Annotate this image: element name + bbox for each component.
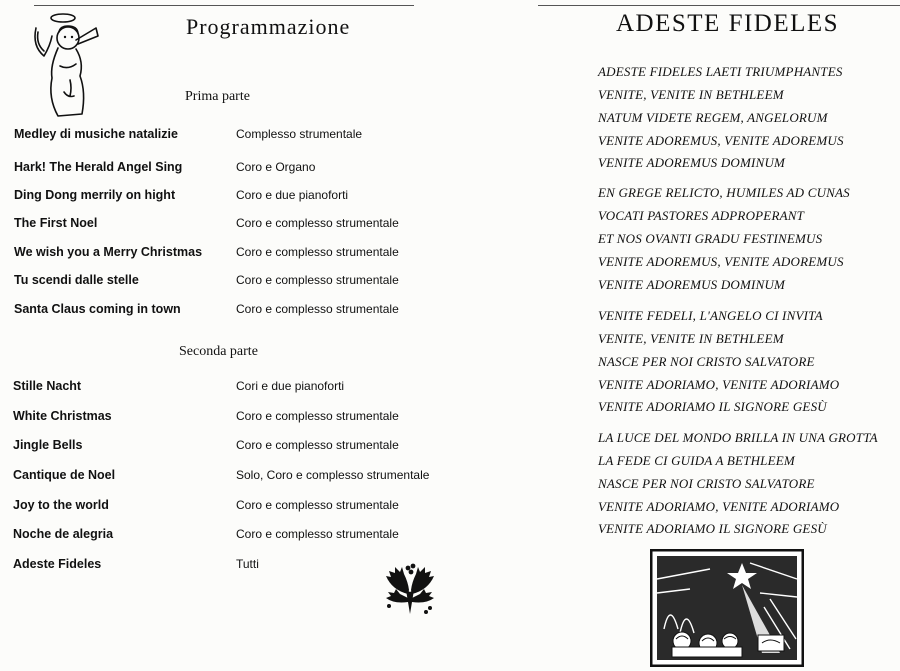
program-row: [0, 302, 450, 322]
verse-line: VENITE ADOREMUS, VENITE ADOREMUS: [598, 254, 844, 269]
verse-line: VENITE ADOREMUS, VENITE ADOREMUS: [598, 133, 844, 148]
piece-title: White Christmas: [13, 409, 112, 423]
top-rule: [538, 5, 900, 6]
piece-title: Joy to the world: [13, 498, 109, 512]
verse-line: VENITE ADOREMUS DOMINUM: [598, 277, 786, 292]
hymn-page: [450, 0, 900, 671]
verse-line: VENITE, VENITE IN BETHLEEM: [598, 331, 784, 346]
performers: Coro e complesso strumentale: [236, 245, 399, 259]
hymn-title: ADESTE FIDELES: [616, 10, 840, 37]
performers: Complesso strumentale: [236, 127, 363, 141]
angel-trumpet-icon: [30, 6, 100, 124]
verse-line: NASCE PER NOI CRISTO SALVATORE: [598, 476, 815, 491]
verse-line: VENITE ADOREMUS DOMINUM: [598, 155, 786, 170]
piece-title: The First Noel: [14, 216, 98, 230]
performers: Coro e Organo: [236, 160, 316, 174]
performers: Solo, Coro e complesso strumentale: [236, 468, 430, 482]
program-row: [0, 379, 450, 399]
verse-line: NATUM VIDETE REGEM, ANGELORUM: [598, 110, 828, 125]
piece-title: Adeste Fideles: [13, 557, 102, 571]
program-row: [0, 216, 450, 236]
program-row: [0, 468, 450, 488]
page-title: Programmazione: [186, 14, 351, 39]
verse-line: VENITE ADORIAMO IL SIGNORE GESÙ: [598, 521, 827, 536]
program-row: [0, 188, 450, 208]
nativity-woodcut-icon: [650, 549, 804, 667]
performers: Coro e complesso strumentale: [236, 273, 399, 287]
piece-title: Ding Dong merrily on hight: [14, 188, 176, 202]
performers: Coro e complesso strumentale: [236, 216, 399, 230]
piece-title: Tu scendi dalle stelle: [14, 273, 139, 287]
part-one-heading: Prima parte: [185, 89, 250, 104]
piece-title: We wish you a Merry Christmas: [14, 245, 203, 259]
piece-title: Noche de alegria: [13, 527, 114, 541]
piece-title: Hark! The Herald Angel Sing: [14, 160, 183, 174]
verse-line: NASCE PER NOI CRISTO SALVATORE: [598, 354, 815, 369]
verse-line: VENITE ADORIAMO, VENITE ADORIAMO: [598, 377, 840, 392]
performers: Coro e complesso strumentale: [236, 409, 399, 423]
performers: Coro e complesso strumentale: [236, 498, 399, 512]
program-row: [0, 273, 450, 293]
piece-title: Jingle Bells: [13, 438, 83, 452]
program-row: [0, 127, 450, 147]
performers: Coro e due pianoforti: [236, 188, 349, 202]
verse-line: VENITE ADORIAMO IL SIGNORE GESÙ: [598, 399, 827, 414]
performers: Cori e due pianoforti: [236, 379, 345, 393]
part-two-heading: Seconda parte: [179, 344, 258, 359]
program-row: [0, 498, 450, 518]
verse-line: ADESTE FIDELES LAETI TRIUMPHANTES: [598, 64, 843, 79]
piece-title: Santa Claus coming in town: [14, 302, 181, 316]
program-row: [0, 527, 450, 547]
performers: Coro e complesso strumentale: [236, 527, 399, 541]
program-row: [0, 160, 450, 180]
performers: Coro e complesso strumentale: [236, 438, 399, 452]
piece-title: Cantique de Noel: [13, 468, 116, 482]
program-row: [0, 245, 450, 265]
verse-line: VENITE, VENITE IN BETHLEEM: [598, 87, 784, 102]
piece-title: Stille Nacht: [13, 379, 82, 393]
performers: Tutti: [236, 557, 259, 571]
verse-line: ET NOS OVANTI GRADU FESTINEMUS: [598, 231, 823, 246]
verse-line: VOCATI PASTORES ADPROPERANT: [598, 208, 805, 223]
piece-title: Medley di musiche natalizie: [14, 127, 178, 141]
verse-line: VENITE FEDELI, L'ANGELO CI INVITA: [598, 308, 823, 323]
performers: Coro e complesso strumentale: [236, 302, 399, 316]
verse-line: VENITE ADORIAMO, VENITE ADORIAMO: [598, 499, 840, 514]
program-row: [0, 409, 450, 429]
verse-line: EN GREGE RELICTO, HUMILES AD CUNAS: [598, 185, 850, 200]
program-row: [0, 438, 450, 458]
holly-icon: [382, 560, 438, 616]
verse-line: LA LUCE DEL MONDO BRILLA IN UNA GROTTA: [598, 430, 878, 445]
verse-line: LA FEDE CI GUIDA A BETHLEEM: [598, 453, 795, 468]
